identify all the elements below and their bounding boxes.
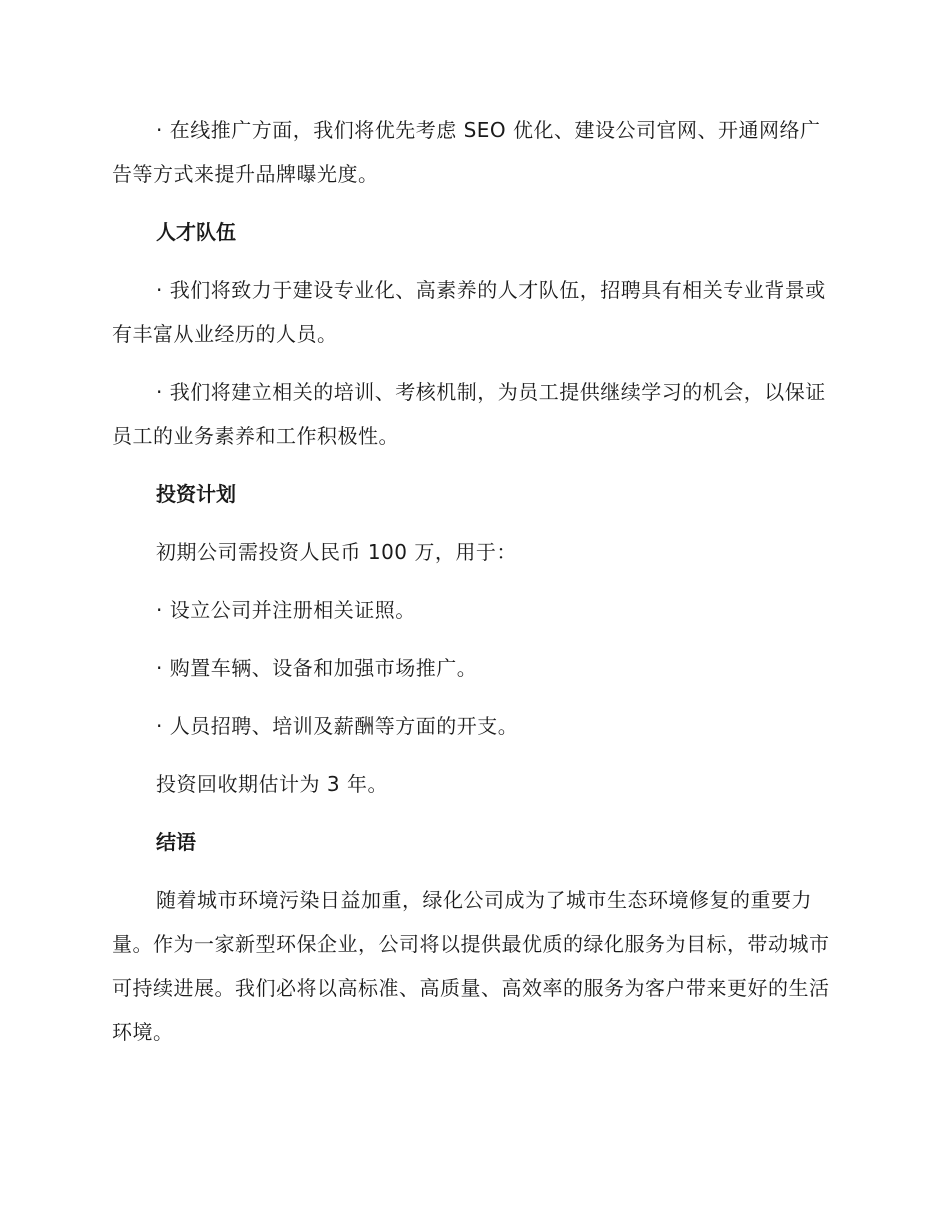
paragraph-online-promotion: · 在线推广方面，我们将优先考虑 SEO 优化、建设公司官网、开通网络广告等方式来提升品牌曝光度。 [112, 118, 821, 186]
section-heading-talent-team: 人才队伍 [156, 220, 236, 244]
paragraph-training-mechanism: · 我们将建立相关的培训、考核机制，为员工提供继续学习的机会，以保证员工的业务素养和工作积极性。 [112, 380, 826, 448]
list-item-register-company: · 设立公司并注册相关证照。 [156, 598, 416, 622]
paragraph-initial-investment: 初期公司需投资人民币 100 万，用于： [156, 540, 517, 564]
section-heading-investment-plan: 投资计划 [156, 482, 236, 506]
document-page [112, 108, 830, 1068]
list-item-staff-costs: · 人员招聘、培训及薪酬等方面的开支。 [156, 714, 519, 738]
paragraph-payback-period: 投资回收期估计为 3 年。 [156, 772, 388, 796]
section-heading-conclusion: 结语 [156, 830, 196, 854]
list-item-purchase-equipment: · 购置车辆、设备和加强市场推广。 [156, 656, 478, 680]
paragraph-conclusion: 随着城市环境污染日益加重，绿化公司成为了城市生态环境修复的重要力量。作为一家新型环保企业，公司将以提供最优质的绿化服务为目标，带动城市可持续进展。我们必将以高标准、高质量、高效率的服务为客户带来更好的生活环境。 [112, 888, 830, 1044]
paragraph-talent-recruitment: · 我们将致力于建设专业化、高素养的人才队伍，招聘具有相关专业背景或有丰富从业经历的人员。 [112, 278, 826, 346]
